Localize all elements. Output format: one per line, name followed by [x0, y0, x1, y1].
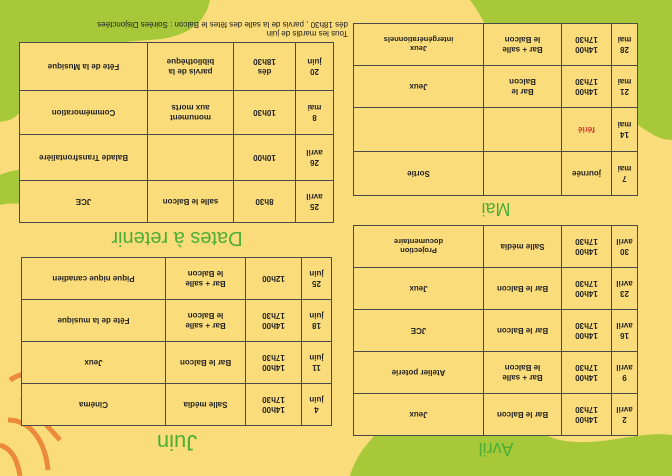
place-cell: Bar le Balcon: [166, 342, 246, 384]
date-cell: 30 avril: [612, 226, 638, 268]
date-cell: 4 juin: [302, 384, 332, 426]
date-cell: 2 avril: [612, 394, 638, 436]
avril-table: [353, 225, 638, 436]
time-cell: 14h00 17h30: [562, 226, 612, 268]
place-cell: salle le Balcon: [148, 181, 234, 223]
event-cell: JCE: [20, 181, 148, 223]
table-row: [22, 258, 332, 300]
time-cell: journée: [562, 152, 612, 196]
time-cell: dès 18h30: [234, 43, 296, 91]
time-cell: 14h00 17h30: [246, 384, 302, 426]
time-cell: 14h00 17h30: [562, 352, 612, 394]
event-cell: Pique nique canadien: [22, 258, 166, 300]
date-cell: 9 avril: [612, 352, 638, 394]
juin-title: Juin: [156, 430, 198, 455]
avril-panel: [354, 222, 638, 462]
date-cell: 21 mai: [612, 66, 638, 108]
event-cell: [354, 108, 484, 152]
event-cell: Jeux: [354, 66, 484, 108]
table-row: [354, 394, 638, 436]
event-cell: JCE: [354, 310, 484, 352]
time-cell: 14h00 17h30: [562, 24, 612, 66]
date-cell: 14 mai: [612, 108, 638, 152]
date-cell: 25 juin: [302, 258, 332, 300]
table-row: [20, 43, 334, 91]
place-cell: monument aux morts: [148, 91, 234, 135]
time-cell: 14h00 17h30: [562, 268, 612, 310]
place-cell: Bar le Balcon: [484, 66, 562, 108]
place-cell: Bar + salle le Balcon: [166, 300, 246, 342]
event-cell: Commémoration: [20, 91, 148, 135]
table-row: [354, 268, 638, 310]
date-cell: 25 avril: [296, 181, 334, 223]
place-cell: Bar + salle le Balcon: [166, 258, 246, 300]
event-cell: Fête de la Musique: [20, 43, 148, 91]
place-cell: [484, 152, 562, 196]
note-line-2: dès 18h30 , parvis de la salle des fêtes le Balcon : Soirées Disjonctées: [97, 20, 348, 29]
event-cell: Jeux: [354, 394, 484, 436]
date-cell: 16 avril: [612, 310, 638, 352]
mai-title: Mai: [481, 199, 511, 219]
table-row: [354, 108, 638, 152]
place-cell: Bar le Balcon: [484, 394, 562, 436]
place-cell: Bar + salle le Balcon: [484, 24, 562, 66]
place-cell: Bar le Balcon: [484, 268, 562, 310]
place-cell: [148, 135, 234, 181]
time-cell: 10h30: [234, 91, 296, 135]
table-row: [354, 352, 638, 394]
mai-panel: [354, 22, 638, 222]
event-cell: Jeux: [354, 268, 484, 310]
table-row: [354, 310, 638, 352]
event-cell: Sortie: [354, 152, 484, 196]
event-cell: Fête de la musique: [22, 300, 166, 342]
place-cell: Bar le Balcon: [484, 310, 562, 352]
juin-panel: [22, 258, 332, 458]
dates-panel: [20, 40, 334, 253]
place-cell: Salle média: [166, 384, 246, 426]
table-row: [20, 135, 334, 181]
place-cell: [484, 108, 562, 152]
notes-block: [18, 2, 348, 38]
table-row: [22, 384, 332, 426]
time-cell: 14h00 17h30: [246, 342, 302, 384]
place-cell: parvis de la bibliothèque: [148, 43, 234, 91]
table-row: [22, 342, 332, 384]
date-cell: 23 avril: [612, 268, 638, 310]
time-cell: 14h00 17h30: [562, 310, 612, 352]
time-cell: 14h00 17h30: [562, 394, 612, 436]
time-cell: 14h00 17h30: [562, 66, 612, 108]
mai-table: [353, 23, 638, 196]
table-row: [20, 181, 334, 223]
juin-table: [21, 257, 332, 426]
date-cell: 18 juin: [302, 300, 332, 342]
table-row: [354, 152, 638, 196]
date-cell: 11 juin: [302, 342, 332, 384]
place-cell: Bar + salle le Balcon: [484, 352, 562, 394]
event-cell: Atelier poterie: [354, 352, 484, 394]
date-cell: 8 mai: [296, 91, 334, 135]
event-cell: Balade Transfrontalière: [20, 135, 148, 181]
dates-table: [19, 42, 334, 223]
place-cell: Salle média: [484, 226, 562, 268]
time-cell: 14h00 17h30: [246, 300, 302, 342]
table-row: [354, 66, 638, 108]
date-cell: 26 avril: [296, 135, 334, 181]
event-cell: Jeux intergénérationnels: [354, 24, 484, 66]
table-row: [22, 300, 332, 342]
time-cell: 12h00: [246, 258, 302, 300]
date-cell: 7 mai: [612, 152, 638, 196]
dates-title: Dates à retenir: [111, 227, 243, 249]
event-cell: Cinéma: [22, 384, 166, 426]
avril-title: Avril: [478, 439, 514, 459]
holiday-cell: férié: [562, 108, 612, 152]
time-cell: 8h30: [234, 181, 296, 223]
time-cell: 10h00: [234, 135, 296, 181]
event-cell: Jeux: [22, 342, 166, 384]
table-row: [354, 226, 638, 268]
event-cell: Projection documentaire: [354, 226, 484, 268]
note-line-1: Tous les mardis de juin: [266, 29, 348, 38]
date-cell: 20 juin: [296, 43, 334, 91]
table-row: [20, 91, 334, 135]
date-cell: 28 mai: [612, 24, 638, 66]
table-row: [354, 24, 638, 66]
